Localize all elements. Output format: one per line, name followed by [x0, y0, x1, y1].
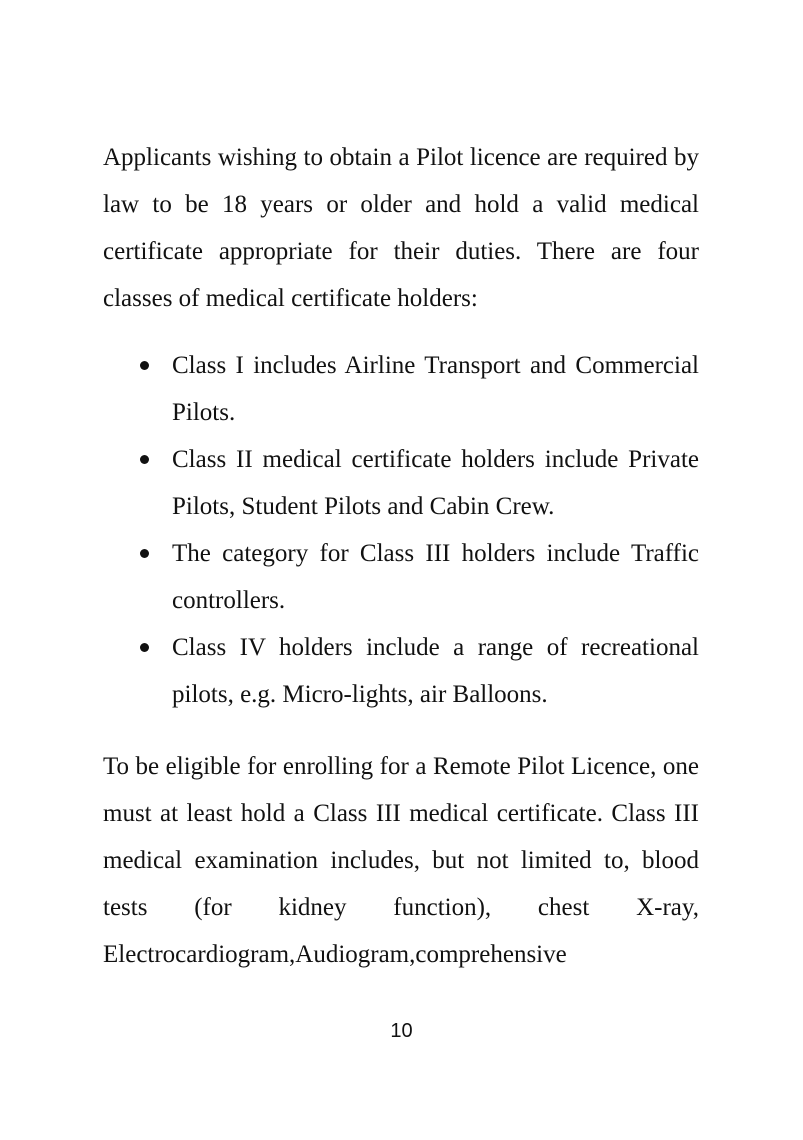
intro-paragraph: Applicants wishing to obtain a Pilot licence are required by law to be 18 years or older and hold a valid medical certificate appropriate for their duties. There are four classes of medical certificate holders:: [103, 144, 699, 312]
list-item: [103, 530, 699, 624]
bullet-icon: [140, 643, 149, 652]
list-item-text: Class I includes Airline Transport and Commercial Pilots.: [172, 352, 699, 426]
list-item: [103, 342, 699, 436]
bullet-icon: [140, 455, 149, 464]
list-item: [103, 624, 699, 718]
list-item-text: Class IV holders include a range of recreational pilots, e.g. Micro-lights, air Balloons.: [172, 634, 699, 708]
list-item-text: The category for Class III holders include Traffic controllers.: [172, 540, 699, 614]
eligibility-paragraph: To be eligible for enrolling for a Remote Pilot Licence, one must at least hold a Class III medical certificate. Class III medical examination includes, but not limited to, blood tests (for kidney function), chest X-ray, Electrocardiogram,Audiogram,comprehensive: [103, 753, 699, 968]
page-number: 10: [390, 1020, 413, 1042]
medical-class-list: [103, 342, 699, 718]
list-item: [103, 436, 699, 530]
bullet-icon: [140, 361, 149, 370]
bullet-icon: [140, 549, 149, 558]
list-item-text: Class II medical certificate holders include Private Pilots, Student Pilots and Cabin Crew.: [172, 446, 699, 520]
